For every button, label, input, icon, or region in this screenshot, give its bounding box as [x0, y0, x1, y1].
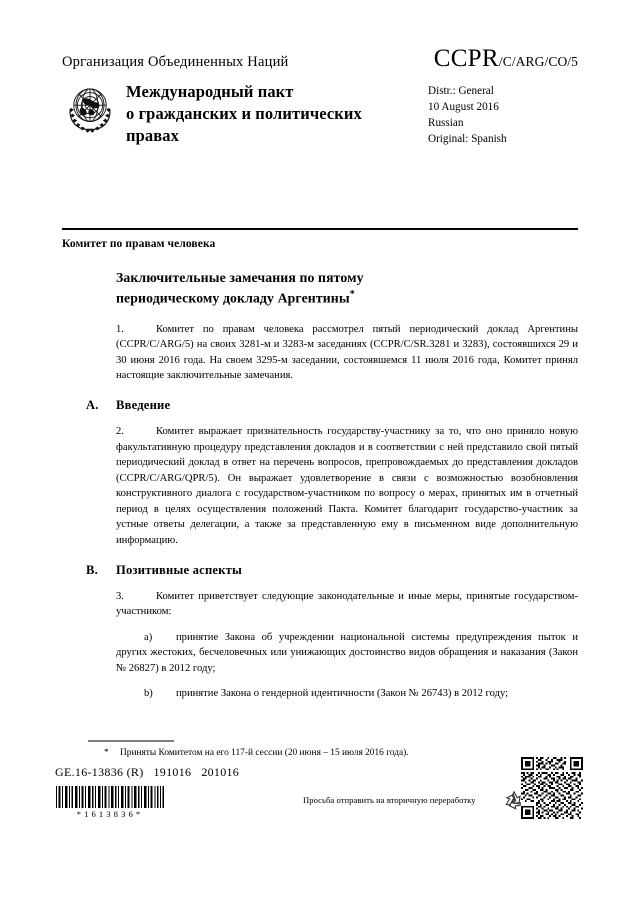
- footnote-text: Приняты Комитетом на его 117-й сессии (20 июня – 15 июля 2016 года).: [120, 748, 409, 758]
- list-item-a: [116, 630, 578, 677]
- page-title-line-1: Заключительные замечания по пятому: [116, 270, 364, 285]
- section-heading-b: [86, 562, 578, 578]
- pact-title-line-2: о гражданских и политических: [126, 103, 362, 123]
- footnote-marker: *: [104, 748, 109, 758]
- document-body: [86, 268, 578, 712]
- barcode-icon: [55, 786, 165, 808]
- distribution-original: Original: Spanish: [428, 132, 507, 145]
- page-title-footnote-marker: *: [349, 288, 355, 300]
- paragraph-1-text: Комитет по правам человека рассмотрел пятый периодический доклад Аргентины (CCPR/C/ARG/5) на своих 3281-м и 3283-м заседаниях (CCPR/C/SR.3281 и 3283), состоявшихся 29 и 30 июня 2016 года. На своем 3295-м заседании, состоявшемся 11 июля 2016 года, Комитет принял настоящие заключительные замечания.: [116, 323, 578, 382]
- section-a-letter: A.: [86, 398, 99, 412]
- ge-number: GE.16-13836 (R): [55, 765, 144, 779]
- list-item-a-text: принятие Закона об учреждении национальной системы предупреждения пыток и других жестоких, бесчеловечных или унижающих достоинство видов обращения и наказания (Закон № 26827) в 2012 году;: [116, 631, 578, 674]
- masthead-body: [62, 80, 578, 148]
- ge-date-2: 201016: [201, 765, 240, 779]
- paragraph-2-text: Комитет выражает признательность государству-участнику за то, что оно приняло новую факультативную процедуру представления докладов и в соответствии с ней представило свой пятый периодический доклад в ответ на перечень вопросов, препровождаемых до представления докладов (CCPR/C/ARG/QPR/5). Он выражает удовлетворение в связи с возможностью возобновления конструктивного диалога с государством-участником по вопросу о мерах, принятых им в отчетный период в целях осуществления положений Пакта. Комитет благодарит государство-участник за устные ответы делегации, а также за представленную ему в письменном виде дополнительную информацию.: [116, 426, 578, 546]
- document-symbol-suffix: /C/ARG/CO/5: [498, 54, 578, 69]
- section-b-letter: B.: [86, 562, 98, 577]
- un-emblem-icon: [62, 80, 118, 136]
- document-symbol-main: CCPR: [433, 45, 499, 72]
- list-item-b-text: принятие Закона о гендерной идентичности (Закон № 26743) в 2012 году;: [176, 688, 509, 700]
- page-title: [116, 268, 578, 308]
- pact-title-line-3: правах: [126, 125, 179, 145]
- distribution-date: 10 August 2016: [428, 100, 499, 113]
- paragraph-3: [116, 589, 578, 620]
- recycle-note: Просьба отправить на вторичную переработку: [303, 795, 476, 805]
- paragraph-1-number: 1.: [116, 323, 124, 335]
- distribution-language: Russian: [428, 116, 464, 129]
- barcode: [55, 786, 165, 819]
- section-heading-a: [86, 398, 578, 413]
- distribution-line: Distr.: General: [428, 85, 494, 97]
- page-title-line-2: периодическому докладу Аргентины: [116, 290, 350, 306]
- paragraph-2-number: 2.: [116, 426, 124, 437]
- pact-title-line-1: Международный пакт: [126, 82, 294, 101]
- paragraph-2: [116, 424, 578, 549]
- list-item-b: [116, 686, 578, 702]
- barcode-digits: *1613836*: [76, 809, 144, 819]
- pact-title: [124, 80, 422, 148]
- paragraph-3-number: 3.: [116, 590, 124, 602]
- ge-document-number: [55, 765, 239, 780]
- list-item-a-marker: a): [144, 631, 153, 643]
- emblem-cell: [62, 80, 124, 148]
- footnote-divider: [88, 740, 174, 742]
- footnote: [104, 747, 574, 760]
- masthead: [62, 46, 578, 148]
- organization-name: Организация Объединенных Наций: [62, 54, 289, 70]
- section-a-title: Введение: [116, 398, 171, 412]
- masthead-top-row: [62, 46, 578, 71]
- qr-code: [521, 757, 583, 819]
- distribution-block: [422, 80, 578, 148]
- ge-date-1: 191016: [153, 765, 192, 779]
- paragraph-1: [116, 322, 578, 384]
- committee-name: Комитет по правам человека: [62, 238, 216, 250]
- document-symbol: [434, 46, 578, 71]
- header-divider: [62, 228, 578, 230]
- paragraph-3-text: Комитет приветствует следующие законодательные и иные меры, принятые государством-участником:: [116, 590, 578, 618]
- list-item-b-marker: b): [144, 688, 153, 700]
- section-b-title: Позитивные аспекты: [116, 562, 243, 577]
